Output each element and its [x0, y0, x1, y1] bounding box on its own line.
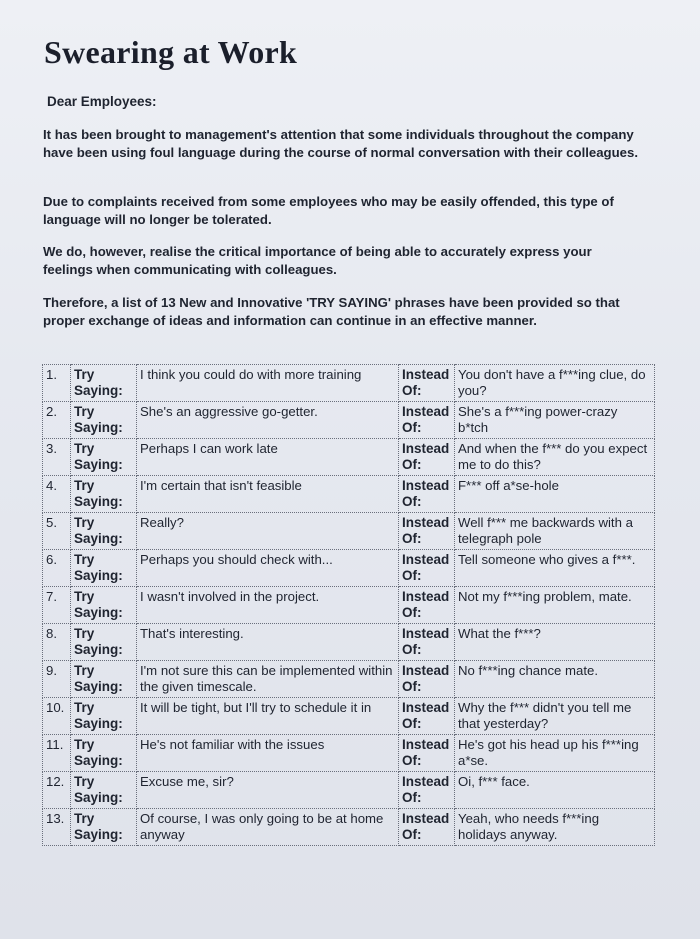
row-number	[43, 365, 71, 402]
of-label: Of:	[402, 531, 422, 546]
row-number	[43, 402, 71, 439]
instead-of-label	[399, 550, 455, 587]
row-number	[43, 439, 71, 476]
rude-phrase: Why the f*** didn't you tell me that yesterday?	[458, 700, 632, 731]
row-number	[43, 624, 71, 661]
page-title: Swearing at Work	[44, 34, 298, 70]
try-saying-phrase	[137, 550, 399, 587]
instead-of-phrase	[455, 772, 655, 809]
polite-phrase: Perhaps you should check with...	[140, 552, 333, 567]
saying-label: Saying:	[74, 457, 123, 472]
try-label: Try	[74, 626, 95, 641]
instead-label: Instead	[402, 367, 450, 382]
paragraph-list-intro: Therefore, a list of 13 New and Innovative 'TRY SAYING' phrases have been provided so that proper exchange of ideas and information can continue in an effective manner.	[43, 295, 620, 328]
phrase-row	[43, 550, 655, 587]
row-number	[43, 698, 71, 735]
of-label: Of:	[402, 827, 422, 842]
instead-of-phrase	[455, 439, 655, 476]
instead-of-phrase	[455, 624, 655, 661]
phrase-row	[43, 809, 655, 846]
instead-label: Instead	[402, 626, 450, 641]
of-label: Of:	[402, 383, 422, 398]
instead-of-label	[399, 365, 455, 402]
try-saying-phrase	[137, 624, 399, 661]
saying-label: Saying:	[74, 531, 123, 546]
instead-of-phrase	[455, 476, 655, 513]
row-number	[43, 513, 71, 550]
polite-phrase: I'm certain that isn't feasible	[140, 478, 302, 493]
instead-label: Instead	[402, 774, 450, 789]
try-label: Try	[74, 811, 95, 826]
saying-label: Saying:	[74, 383, 123, 398]
phrase-row	[43, 513, 655, 550]
polite-phrase: Of course, I was only going to be at home anyway	[140, 811, 384, 842]
try-saying-phrase	[137, 698, 399, 735]
saying-label: Saying:	[74, 790, 123, 805]
instead-of-label	[399, 661, 455, 698]
try-saying-phrase	[137, 809, 399, 846]
of-label: Of:	[402, 790, 422, 805]
instead-of-label	[399, 735, 455, 772]
instead-of-label	[399, 513, 455, 550]
try-saying-phrase	[137, 772, 399, 809]
try-label: Try	[74, 552, 95, 567]
instead-of-phrase	[455, 513, 655, 550]
of-label: Of:	[402, 420, 422, 435]
try-label: Try	[74, 478, 95, 493]
saying-label: Saying:	[74, 716, 123, 731]
row-number-text: 4.	[46, 478, 57, 493]
row-number	[43, 661, 71, 698]
of-label: Of:	[402, 568, 422, 583]
rude-phrase: And when the f*** do you expect me to do this?	[458, 441, 648, 472]
instead-of-phrase	[455, 587, 655, 624]
paragraph-complaints: Due to complaints received from some employees who may be easily offended, this type of language will no longer be tolerated.	[43, 194, 614, 227]
instead-of-label	[399, 587, 455, 624]
try-saying-label	[71, 476, 137, 513]
saying-label: Saying:	[74, 827, 123, 842]
row-number	[43, 772, 71, 809]
rude-phrase: No f***ing chance mate.	[458, 663, 599, 678]
of-label: Of:	[402, 679, 422, 694]
polite-phrase: She's an aggressive go-getter.	[140, 404, 318, 419]
phrase-row	[43, 661, 655, 698]
polite-phrase: I think you could do with more training	[140, 367, 362, 382]
instead-label: Instead	[402, 811, 450, 826]
phrases-table-body	[43, 365, 655, 846]
row-number-text: 9.	[46, 663, 57, 678]
try-saying-label	[71, 809, 137, 846]
phrase-row	[43, 698, 655, 735]
try-label: Try	[74, 441, 95, 456]
row-number-text: 8.	[46, 626, 57, 641]
instead-of-phrase	[455, 661, 655, 698]
row-number	[43, 809, 71, 846]
try-saying-label	[71, 624, 137, 661]
phrase-row	[43, 402, 655, 439]
instead-of-phrase	[455, 698, 655, 735]
rude-phrase: Well f*** me backwards with a telegraph pole	[458, 515, 633, 546]
instead-of-label	[399, 476, 455, 513]
instead-of-label	[399, 698, 455, 735]
try-saying-label	[71, 550, 137, 587]
rude-phrase: You don't have a f***ing clue, do you?	[458, 367, 646, 398]
row-number-text: 1.	[46, 367, 57, 382]
try-saying-phrase	[137, 513, 399, 550]
instead-of-label	[399, 809, 455, 846]
salutation: Dear Employees:	[47, 94, 157, 109]
rude-phrase: Tell someone who gives a f***.	[458, 552, 636, 567]
saying-label: Saying:	[74, 753, 123, 768]
row-number-text: 2.	[46, 404, 57, 419]
saying-label: Saying:	[74, 420, 123, 435]
instead-of-label	[399, 772, 455, 809]
try-saying-label	[71, 402, 137, 439]
try-label: Try	[74, 515, 95, 530]
paragraph-feelings: We do, however, realise the critical importance of being able to accurately express your feelings when communicating with colleagues.	[43, 244, 592, 277]
instead-label: Instead	[402, 737, 450, 752]
phrase-row	[43, 735, 655, 772]
instead-label: Instead	[402, 441, 450, 456]
try-label: Try	[74, 589, 95, 604]
instead-label: Instead	[402, 404, 450, 419]
instead-of-label	[399, 402, 455, 439]
try-saying-label	[71, 587, 137, 624]
rude-phrase: Oi, f*** face.	[458, 774, 530, 789]
row-number-text: 6.	[46, 552, 57, 567]
phrase-row	[43, 587, 655, 624]
polite-phrase: That's interesting.	[140, 626, 244, 641]
polite-phrase: It will be tight, but I'll try to schedule it in	[140, 700, 372, 715]
polite-phrase: Perhaps I can work late	[140, 441, 278, 456]
saying-label: Saying:	[74, 605, 123, 620]
phrase-row	[43, 365, 655, 402]
instead-of-phrase	[455, 365, 655, 402]
row-number-text: 10.	[46, 700, 65, 715]
try-saying-phrase	[137, 587, 399, 624]
rude-phrase: F*** off a*se-hole	[458, 478, 559, 493]
row-number-text: 5.	[46, 515, 57, 530]
polite-phrase: He's not familiar with the issues	[140, 737, 325, 752]
rude-phrase: She's a f***ing power-crazy b*tch	[458, 404, 618, 435]
try-label: Try	[74, 774, 95, 789]
row-number-text: 7.	[46, 589, 57, 604]
row-number	[43, 550, 71, 587]
row-number-text: 11.	[46, 737, 64, 752]
try-saying-label	[71, 513, 137, 550]
of-label: Of:	[402, 753, 422, 768]
instead-label: Instead	[402, 589, 450, 604]
try-saying-label	[71, 661, 137, 698]
try-saying-label	[71, 772, 137, 809]
row-number	[43, 476, 71, 513]
of-label: Of:	[402, 642, 422, 657]
paragraph-intro: It has been brought to management's attention that some individuals throughout the company have been using foul language during the course of normal conversation with their colleagues.	[43, 127, 639, 160]
row-number-text: 3.	[46, 441, 57, 456]
row-number	[43, 587, 71, 624]
instead-label: Instead	[402, 663, 450, 678]
phrase-row	[43, 476, 655, 513]
saying-label: Saying:	[74, 494, 123, 509]
polite-phrase: Excuse me, sir?	[140, 774, 234, 789]
try-saying-label	[71, 439, 137, 476]
try-label: Try	[74, 700, 95, 715]
instead-of-label	[399, 439, 455, 476]
instead-of-phrase	[455, 809, 655, 846]
phrase-row	[43, 439, 655, 476]
of-label: Of:	[402, 605, 422, 620]
try-label: Try	[74, 404, 95, 419]
saying-label: Saying:	[74, 568, 123, 583]
of-label: Of:	[402, 716, 422, 731]
saying-label: Saying:	[74, 679, 123, 694]
instead-label: Instead	[402, 478, 450, 493]
instead-label: Instead	[402, 515, 450, 530]
try-saying-phrase	[137, 661, 399, 698]
polite-phrase: I'm not sure this can be implemented within the given timescale.	[140, 663, 393, 694]
try-saying-phrase	[137, 402, 399, 439]
try-label: Try	[74, 367, 95, 382]
polite-phrase: Really?	[140, 515, 184, 530]
instead-of-phrase	[455, 735, 655, 772]
try-saying-label	[71, 365, 137, 402]
phrases-table	[42, 364, 655, 846]
of-label: Of:	[402, 457, 422, 472]
try-label: Try	[74, 737, 95, 752]
try-saying-phrase	[137, 365, 399, 402]
rude-phrase: What the f***?	[458, 626, 541, 641]
row-number-text: 12.	[46, 774, 65, 789]
try-saying-phrase	[137, 735, 399, 772]
instead-label: Instead	[402, 700, 450, 715]
rude-phrase: He's got his head up his f***ing a*se.	[458, 737, 639, 768]
saying-label: Saying:	[74, 642, 123, 657]
row-number-text: 13.	[46, 811, 65, 826]
rude-phrase: Yeah, who needs f***ing holidays anyway.	[458, 811, 600, 842]
polite-phrase: I wasn't involved in the project.	[140, 589, 320, 604]
instead-of-label	[399, 624, 455, 661]
try-label: Try	[74, 663, 95, 678]
try-saying-label	[71, 735, 137, 772]
instead-of-phrase	[455, 550, 655, 587]
of-label: Of:	[402, 494, 422, 509]
rude-phrase: Not my f***ing problem, mate.	[458, 589, 632, 604]
try-saying-label	[71, 698, 137, 735]
phrase-row	[43, 624, 655, 661]
instead-of-phrase	[455, 402, 655, 439]
instead-label: Instead	[402, 552, 450, 567]
try-saying-phrase	[137, 476, 399, 513]
try-saying-phrase	[137, 439, 399, 476]
phrase-row	[43, 772, 655, 809]
row-number	[43, 735, 71, 772]
